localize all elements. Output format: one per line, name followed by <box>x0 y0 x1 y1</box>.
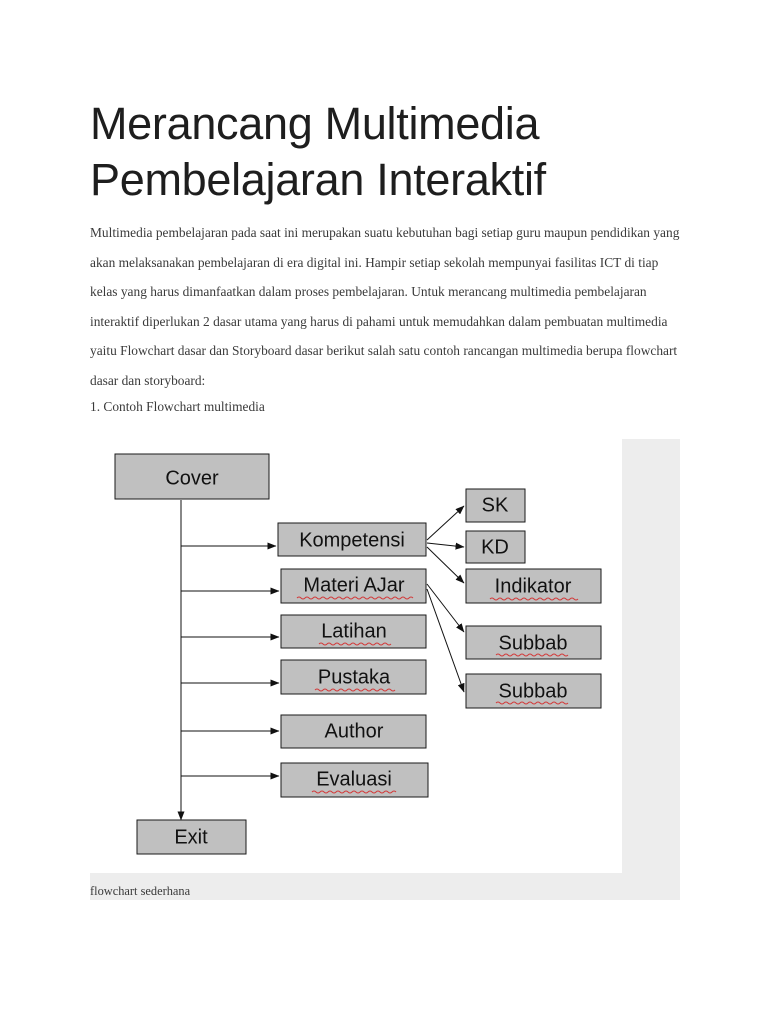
flowchart-figure <box>90 439 680 900</box>
node-subbab-1-label: Subbab <box>498 632 568 655</box>
node-subbab-1 <box>466 626 601 659</box>
edge-kompetensi-kd <box>427 543 464 547</box>
node-author-label: Author <box>324 720 384 743</box>
node-kd <box>466 531 525 563</box>
node-kompetensi <box>278 523 426 556</box>
intro-paragraph: Multimedia pembelajaran pada saat ini merupakan suatu kebutuhan bagi setiap guru maupun pendidikan yang akan melaksanakan pembelajaran di era digital ini. Hampir setiap sekolah mempunyai fasilitas ICT di tiap kelas yang harus dimanfaatkan dalam proses pembelajaran. Untuk merancang multimedia pembelajaran interaktif diperlukan 2 dasar utama yang harus di pahami untuk memudahkan dalam pembuatan multimedia yaitu Flowchart dasar dan Storyboard dasar berikut salah satu contoh rancangan multimedia berupa flowchart dasar dan storyboard: <box>90 225 680 388</box>
node-exit-label: Exit <box>174 826 208 849</box>
edge-kompetensi-sk <box>427 506 464 540</box>
node-latihan <box>281 615 426 648</box>
node-exit <box>137 820 246 854</box>
node-sk <box>466 489 525 522</box>
flowchart-diagram <box>90 439 622 873</box>
node-kompetensi-label: Kompetensi <box>299 529 405 552</box>
node-cover <box>115 454 269 499</box>
figure-caption: flowchart sederhana <box>90 884 191 898</box>
node-materi-ajar-label: Materi AJar <box>303 574 405 597</box>
node-subbab-2-label: Subbab <box>498 680 568 703</box>
node-indikator <box>466 569 601 603</box>
node-indikator-label: Indikator <box>494 575 572 598</box>
edge-kompetensi-indikator <box>427 547 464 583</box>
edge-materi-subbab-1 <box>427 584 464 632</box>
node-evaluasi-label: Evaluasi <box>316 768 392 791</box>
node-author <box>281 715 426 748</box>
page-title: Merancang Multimedia Pembelajaran Interaktif <box>90 98 546 205</box>
node-sk-label: SK <box>481 494 509 517</box>
node-materi-ajar <box>281 569 426 603</box>
node-subbab-2 <box>466 674 601 708</box>
section-heading: 1. Contoh Flowchart multimedia <box>90 399 265 414</box>
edge-materi-subbab-2 <box>427 589 464 692</box>
flowchart-canvas <box>90 439 622 873</box>
node-latihan-label: Latihan <box>321 620 387 643</box>
node-kd-label: KD <box>481 536 509 559</box>
node-pustaka-label: Pustaka <box>317 666 391 689</box>
node-cover-label: Cover <box>165 467 219 490</box>
node-pustaka <box>281 660 426 694</box>
node-evaluasi <box>281 763 428 797</box>
